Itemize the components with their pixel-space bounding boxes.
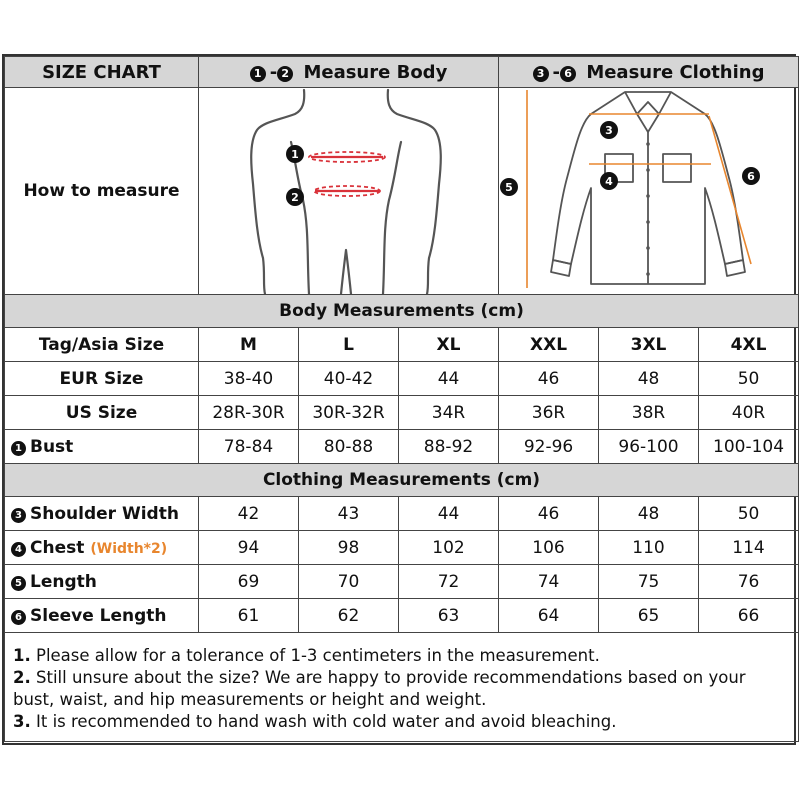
size-chart-table xyxy=(4,56,799,742)
value-cell: 40R xyxy=(699,396,799,430)
clothing-measurements-title: Clothing Measurements (cm) xyxy=(5,464,799,497)
size-chart xyxy=(2,54,796,745)
body-measurements-title: Body Measurements (cm) xyxy=(5,295,799,328)
value-cell: 34R xyxy=(399,396,499,430)
note-text: It is recommended to hand wash with cold water and avoid bleaching. xyxy=(36,712,617,731)
value-cell: 72 xyxy=(399,565,499,599)
value-cell: 65 xyxy=(599,599,699,633)
size-cell: XL xyxy=(399,328,499,362)
marker-1-label: 1 xyxy=(291,148,299,161)
row-label: US Size xyxy=(5,396,199,430)
chest-note: (Width*2) xyxy=(90,540,168,557)
value-cell: 63 xyxy=(399,599,499,633)
table-row xyxy=(5,531,799,565)
notes-block xyxy=(5,633,799,742)
marker-icon: 6 xyxy=(11,610,26,625)
table-row xyxy=(5,396,799,430)
measure-clothing-label: Measure Clothing xyxy=(586,61,765,83)
row-label xyxy=(5,430,199,464)
value-cell: 50 xyxy=(699,362,799,396)
value-cell: 44 xyxy=(399,497,499,531)
marker-3-label: 3 xyxy=(605,124,613,137)
body-measurements-band xyxy=(5,295,799,328)
marker-icon: 3 xyxy=(533,66,549,82)
value-cell: 48 xyxy=(599,362,699,396)
note-text: Still unsure about the size? We are happy to provide recommendations based on your bust, waist, and hip measurements or height and weight. xyxy=(13,668,746,709)
tag-asia-size-label: Tag/Asia Size xyxy=(5,328,199,362)
marker-6 xyxy=(742,167,760,185)
marker-1 xyxy=(286,145,304,163)
measure-body-label: Measure Body xyxy=(303,61,448,83)
marker-icon: 2 xyxy=(277,66,293,82)
table-row xyxy=(5,362,799,396)
value-cell: 106 xyxy=(499,531,599,565)
row-label xyxy=(5,497,199,531)
value-cell: 48 xyxy=(599,497,699,531)
value-cell: 92-96 xyxy=(499,430,599,464)
row-label xyxy=(5,565,199,599)
marker-icon: 3 xyxy=(11,508,26,523)
value-cell: 38-40 xyxy=(199,362,299,396)
row-label: EUR Size xyxy=(5,362,199,396)
marker-5-label: 5 xyxy=(505,181,513,194)
row-label-text: Shoulder Width xyxy=(30,503,179,524)
value-cell: 110 xyxy=(599,531,699,565)
value-cell: 36R xyxy=(499,396,599,430)
figure-row xyxy=(5,88,799,295)
marker-4-label: 4 xyxy=(605,175,613,188)
range-dash: - xyxy=(269,61,278,83)
marker-3 xyxy=(600,121,618,139)
value-cell: 61 xyxy=(199,599,299,633)
value-cell: 46 xyxy=(499,362,599,396)
value-cell: 76 xyxy=(699,565,799,599)
size-cell: M xyxy=(199,328,299,362)
marker-2 xyxy=(286,188,304,206)
value-cell: 69 xyxy=(199,565,299,599)
header-row xyxy=(5,57,799,88)
marker-6-label: 6 xyxy=(747,170,755,183)
note-number: 1. xyxy=(13,646,31,665)
size-cell: 3XL xyxy=(599,328,699,362)
size-cell: 4XL xyxy=(699,328,799,362)
body-silhouette-icon xyxy=(199,88,497,294)
value-cell: 88-92 xyxy=(399,430,499,464)
value-cell: 114 xyxy=(699,531,799,565)
marker-icon: 1 xyxy=(11,441,26,456)
shirt-icon xyxy=(499,88,797,294)
value-cell: 62 xyxy=(299,599,399,633)
table-row xyxy=(5,497,799,531)
shirt-figure xyxy=(499,88,799,295)
row-label-text: Length xyxy=(30,571,97,592)
page-title: SIZE CHART xyxy=(5,57,199,88)
note-item xyxy=(13,667,790,711)
marker-5 xyxy=(500,178,518,196)
body-figure xyxy=(199,88,499,295)
value-cell: 30R-32R xyxy=(299,396,399,430)
clothing-measurements-band xyxy=(5,464,799,497)
row-label xyxy=(5,599,199,633)
marker-icon: 6 xyxy=(560,66,576,82)
range-dash: - xyxy=(552,61,561,83)
row-label-text: Sleeve Length xyxy=(30,605,167,626)
table-row xyxy=(5,430,799,464)
value-cell: 102 xyxy=(399,531,499,565)
marker-icon: 5 xyxy=(11,576,26,591)
value-cell: 46 xyxy=(499,497,599,531)
size-cell: L xyxy=(299,328,399,362)
value-cell: 42 xyxy=(199,497,299,531)
note-number: 3. xyxy=(13,712,31,731)
table-row xyxy=(5,599,799,633)
note-text: Please allow for a tolerance of 1-3 centimeters in the measurement. xyxy=(36,646,600,665)
note-item xyxy=(13,645,790,667)
value-cell: 38R xyxy=(599,396,699,430)
measure-clothing-heading xyxy=(499,57,799,88)
marker-4 xyxy=(600,172,618,190)
value-cell: 78-84 xyxy=(199,430,299,464)
value-cell: 40-42 xyxy=(299,362,399,396)
marker-icon: 4 xyxy=(11,542,26,557)
value-cell: 70 xyxy=(299,565,399,599)
value-cell: 74 xyxy=(499,565,599,599)
how-to-measure-label: How to measure xyxy=(5,88,199,295)
value-cell: 96-100 xyxy=(599,430,699,464)
table-row xyxy=(5,565,799,599)
value-cell: 43 xyxy=(299,497,399,531)
measure-body-heading xyxy=(199,57,499,88)
marker-icon: 1 xyxy=(250,66,266,82)
note-item xyxy=(13,711,790,733)
row-label xyxy=(5,531,199,565)
size-cell: XXL xyxy=(499,328,599,362)
value-cell: 44 xyxy=(399,362,499,396)
value-cell: 80-88 xyxy=(299,430,399,464)
value-cell: 98 xyxy=(299,531,399,565)
value-cell: 75 xyxy=(599,565,699,599)
row-label-text: Chest xyxy=(30,537,85,558)
value-cell: 50 xyxy=(699,497,799,531)
size-header-row xyxy=(5,328,799,362)
note-number: 2. xyxy=(13,668,31,687)
marker-2-label: 2 xyxy=(291,191,299,204)
value-cell: 94 xyxy=(199,531,299,565)
value-cell: 64 xyxy=(499,599,599,633)
notes-row xyxy=(5,633,799,742)
value-cell: 100-104 xyxy=(699,430,799,464)
value-cell: 28R-30R xyxy=(199,396,299,430)
value-cell: 66 xyxy=(699,599,799,633)
row-label-text: Bust xyxy=(30,436,74,457)
